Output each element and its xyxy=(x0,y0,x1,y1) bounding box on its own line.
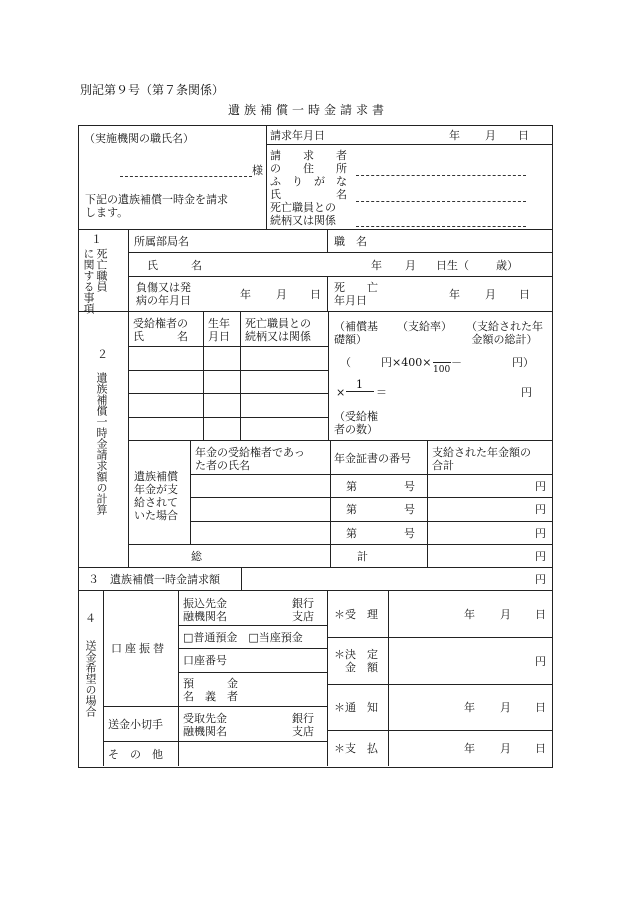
decided-yen: 円 xyxy=(535,655,546,668)
pension-label: 遺族補償 年金が支 給されて いた場合 xyxy=(134,470,178,522)
request-text: 下記の遺族補償一時金を請求 します。 xyxy=(85,193,228,219)
account-types[interactable]: □普通預金 □当座預金 xyxy=(183,631,303,644)
pension-col-cert: 年金証書の番号 xyxy=(334,452,411,465)
bank-label: 振込先金 融機関名 xyxy=(183,597,227,623)
claim-date-year: 年 xyxy=(449,129,460,142)
deceased-name-label: 氏 名 xyxy=(147,259,202,272)
claimant-relation-field[interactable] xyxy=(356,225,526,227)
payment-label: ＊支 払 xyxy=(334,742,378,755)
death-year: 年 xyxy=(449,288,460,301)
injury-date-label: 負傷又は発 病の年月日 xyxy=(136,281,191,307)
calc-count-label: （受給権 者の数） xyxy=(334,410,378,436)
cert-no-2-prefix: 第 xyxy=(346,503,357,516)
receipt-year: 年 xyxy=(464,608,475,621)
section3-label: ３ 遺族補償一時金請求額 xyxy=(88,573,220,586)
payment-month: 月 xyxy=(500,742,511,755)
claim-date-day: 日 xyxy=(518,129,529,142)
formula-minus: － xyxy=(451,356,462,369)
pension-1-yen: 円 xyxy=(535,480,546,493)
section1-title-b: に関する事項 xyxy=(82,248,95,314)
formula-close: 円） xyxy=(512,356,534,369)
account-no-label: 口座番号 xyxy=(183,654,227,667)
section4-title: 送金希望の場合 xyxy=(84,640,97,717)
cert-no-3-prefix: 第 xyxy=(346,527,357,540)
formula-one: 1 xyxy=(356,378,363,391)
claimant-labels: 請 求 者 の 住 所 ふ り が な 氏 名 死亡職員との 続柄又は関係 xyxy=(270,149,347,227)
cert-no-1-prefix: 第 xyxy=(346,480,357,493)
transfer-label: 口座振替 xyxy=(111,642,167,655)
calc-total-label: （支給された年 金額の総計） xyxy=(466,320,543,346)
death-day: 日 xyxy=(519,288,530,301)
claimant-address-field[interactable] xyxy=(356,174,526,176)
formula-equals: ＝ xyxy=(376,386,387,399)
injury-day: 日 xyxy=(310,288,321,301)
death-month: 月 xyxy=(485,288,496,301)
decided-amount-label: ＊決 定 金 額 xyxy=(334,648,378,674)
cert-no-2-suffix: 号 xyxy=(404,503,415,516)
birth-month: 月 xyxy=(405,259,416,272)
receive-bank-suffix: 銀行 支店 xyxy=(292,712,314,738)
injury-month: 月 xyxy=(276,288,287,301)
notice-month: 月 xyxy=(500,701,511,714)
birth-year: 年 xyxy=(371,259,382,272)
receipt-label: ＊受 理 xyxy=(334,608,378,621)
birth-age: 歳） xyxy=(496,259,518,272)
col-birth-date: 生年 月日 xyxy=(208,317,230,343)
position-label: 職 名 xyxy=(334,235,367,248)
section2-number: ２ xyxy=(97,348,108,361)
col-recipient-name: 受給権者の 氏 名 xyxy=(133,317,188,343)
section1-number: １ xyxy=(91,233,102,246)
claim-date-month: 月 xyxy=(485,129,496,142)
holder-label: 預 金 名 義 者 xyxy=(183,677,238,703)
section3-yen: 円 xyxy=(535,573,546,586)
notice-day: 日 xyxy=(535,701,546,714)
page-title: 遺族補償一時金請求書 xyxy=(228,103,389,117)
cert-no-1-suffix: 号 xyxy=(404,480,415,493)
pension-col-total: 支給された年金額の 合計 xyxy=(432,446,531,472)
calc-base-label: （補償基 礎額） xyxy=(334,320,378,346)
total-label-b: 計 xyxy=(357,550,368,563)
birth-day: 日生（ xyxy=(436,259,469,272)
receive-bank-label: 受取先金 融機関名 xyxy=(183,712,227,738)
addressee-honorific: 様 xyxy=(252,164,263,177)
addressee-label: （実施機関の職氏名） xyxy=(84,132,194,145)
pension-col-name: 年金の受給権者であっ た者の氏名 xyxy=(195,446,305,472)
form-number: 別記第９号（第７条関係） xyxy=(80,83,225,97)
total-yen: 円 xyxy=(535,550,546,563)
pension-2-yen: 円 xyxy=(535,503,546,516)
other-label: そ の 他 xyxy=(108,748,163,761)
section2-title: 遺族補償一時金請求額の計算 xyxy=(95,372,108,515)
section4-number: ４ xyxy=(85,612,96,625)
injury-year: 年 xyxy=(240,288,251,301)
total-label-a: 総 xyxy=(191,550,202,563)
formula-times: × xyxy=(336,386,346,399)
receipt-day: 日 xyxy=(535,608,546,621)
formula-yen-x400: 円×400× xyxy=(381,356,432,369)
bank-suffix: 銀行 支店 xyxy=(292,597,314,623)
formula-yen: 円 xyxy=(521,386,532,399)
department-label: 所属部局名 xyxy=(134,235,189,248)
receipt-month: 月 xyxy=(500,608,511,621)
section1-title-a: 死亡職員 xyxy=(95,248,108,292)
notice-label: ＊通 知 xyxy=(334,701,378,714)
claimant-name-field[interactable] xyxy=(356,200,526,202)
cert-no-3-suffix: 号 xyxy=(404,527,415,540)
formula-denominator: 100 xyxy=(433,365,451,375)
formula-open: （ xyxy=(340,356,351,369)
calc-rate-label: （支給率） xyxy=(397,320,452,333)
col-relation: 死亡職員との 続柄又は関係 xyxy=(245,317,311,343)
payment-day: 日 xyxy=(535,742,546,755)
claim-date-label: 請求年月日 xyxy=(270,129,325,142)
pension-3-yen: 円 xyxy=(535,527,546,540)
notice-year: 年 xyxy=(464,701,475,714)
addressee-name-field[interactable] xyxy=(120,166,252,177)
payment-year: 年 xyxy=(464,742,475,755)
death-date-label: 死 亡 年月日 xyxy=(334,281,378,307)
check-label: 送金小切手 xyxy=(108,718,163,731)
